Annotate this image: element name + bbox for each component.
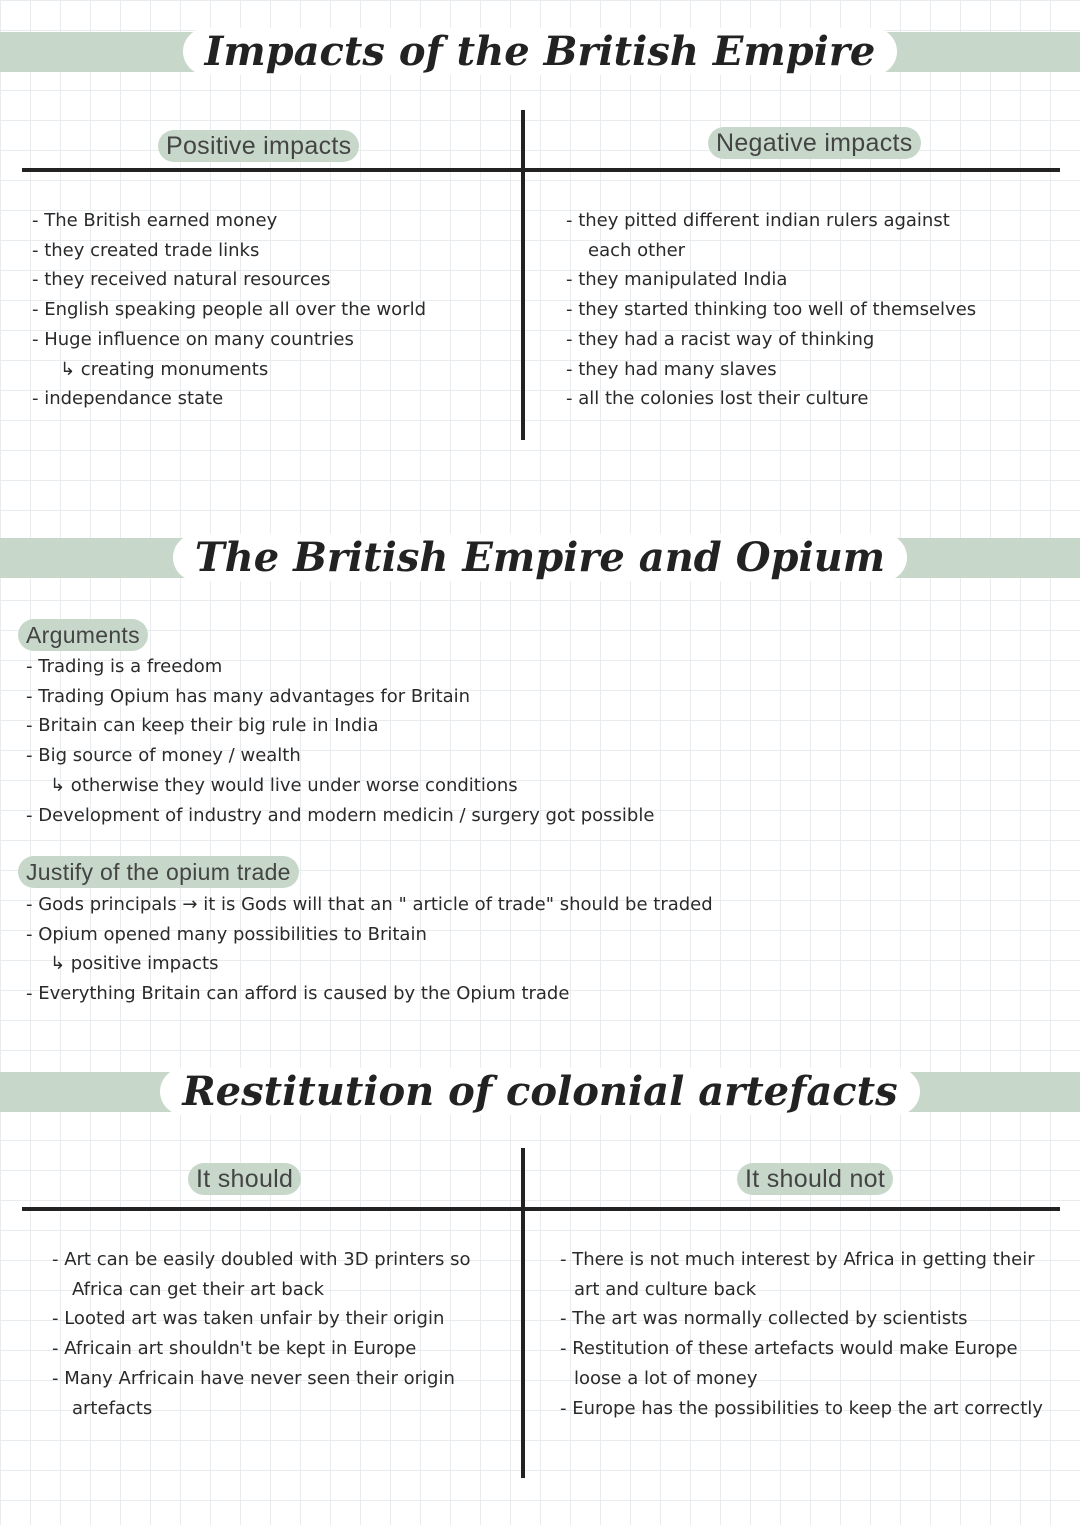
positive-impacts-list: [32, 206, 426, 414]
section-title-impacts-text: Impacts of the British Empire: [183, 28, 898, 75]
restitution-header-divider: [22, 1207, 1060, 1211]
list-item: ↳ creating monuments: [60, 358, 269, 380]
list-item: - Everything Britain can afford is caused by the Opium trade: [26, 983, 570, 1005]
list-item: - they started thinking too well of themselves: [566, 299, 977, 321]
impacts-column-divider: [521, 110, 525, 440]
list-item: ↳ otherwise they would live under worse conditions: [50, 774, 518, 796]
list-item: - Big source of money / wealth: [26, 745, 301, 767]
list-item: - Opium opened many possibilities to Britain: [26, 923, 427, 945]
arguments-label: Arguments: [18, 619, 148, 651]
list-item: - Restitution of these artefacts would make Europe: [560, 1338, 1018, 1360]
arguments-list: [26, 652, 654, 830]
list-item: - they had many slaves: [566, 358, 777, 380]
list-item: - Many Arfricain have never seen their origin: [52, 1367, 455, 1389]
list-item: - independance state: [32, 388, 224, 410]
section-title-opium: [0, 530, 1080, 586]
justify-list: [26, 890, 713, 1009]
list-item: - English speaking people all over the world: [32, 299, 426, 321]
justify-label: Justify of the opium trade: [18, 856, 299, 888]
section-title-restitution: [0, 1064, 1080, 1120]
list-item: - Trading is a freedom: [26, 656, 223, 677]
list-item: - Trading Opium has many advantages for Britain: [26, 685, 471, 707]
list-item: each other: [588, 239, 686, 261]
list-item: - they had a racist way of thinking: [566, 328, 875, 350]
list-item: - Looted art was taken unfair by their origin: [52, 1308, 445, 1330]
list-item: Africa can get their art back: [72, 1278, 325, 1300]
list-item: - Africain art shouldn't be kept in Europe: [52, 1338, 417, 1360]
list-item: - they created trade links: [32, 239, 260, 261]
section-title-opium-text: The British Empire and Opium: [173, 534, 907, 581]
positive-impacts-label: Positive impacts: [158, 130, 359, 162]
list-item: - Britain can keep their big rule in India: [26, 715, 379, 737]
list-item: - Gods principals → it is Gods will that an " article of trade" should be traded: [26, 894, 713, 915]
negative-impacts-label: Negative impacts: [708, 127, 921, 159]
list-item: - they received natural resources: [32, 269, 331, 291]
it-should-not-label: It should not: [737, 1163, 893, 1195]
it-should-label: It should: [188, 1163, 301, 1195]
it-should-list: [52, 1245, 471, 1423]
list-item: - Development of industry and modern medicin / surgery got possible: [26, 804, 655, 826]
section-title-impacts: [0, 24, 1080, 80]
list-item: - all the colonies lost their culture: [566, 388, 869, 410]
list-item: - Europe has the possibilities to keep the art correctly: [560, 1397, 1043, 1419]
list-item: ↳ positive impacts: [50, 953, 219, 975]
list-item: - The art was normally collected by scientists: [560, 1308, 968, 1330]
negative-impacts-list: [566, 206, 976, 414]
list-item: art and culture back: [574, 1278, 757, 1300]
it-should-not-list: [560, 1245, 1043, 1423]
section-title-restitution-text: Restitution of colonial artefacts: [160, 1068, 919, 1115]
list-item: - they manipulated India: [566, 269, 788, 291]
list-item: - The British earned money: [32, 210, 278, 231]
list-item: - Huge influence on many countries: [32, 328, 354, 350]
list-item: loose a lot of money: [574, 1367, 758, 1389]
list-item: - they pitted different indian rulers against: [566, 210, 950, 231]
list-item: artefacts: [72, 1397, 153, 1419]
restitution-column-divider: [521, 1148, 525, 1478]
list-item: - There is not much interest by Africa in getting their: [560, 1249, 1035, 1270]
impacts-header-divider: [22, 168, 1060, 172]
list-item: - Art can be easily doubled with 3D printers so: [52, 1249, 471, 1270]
